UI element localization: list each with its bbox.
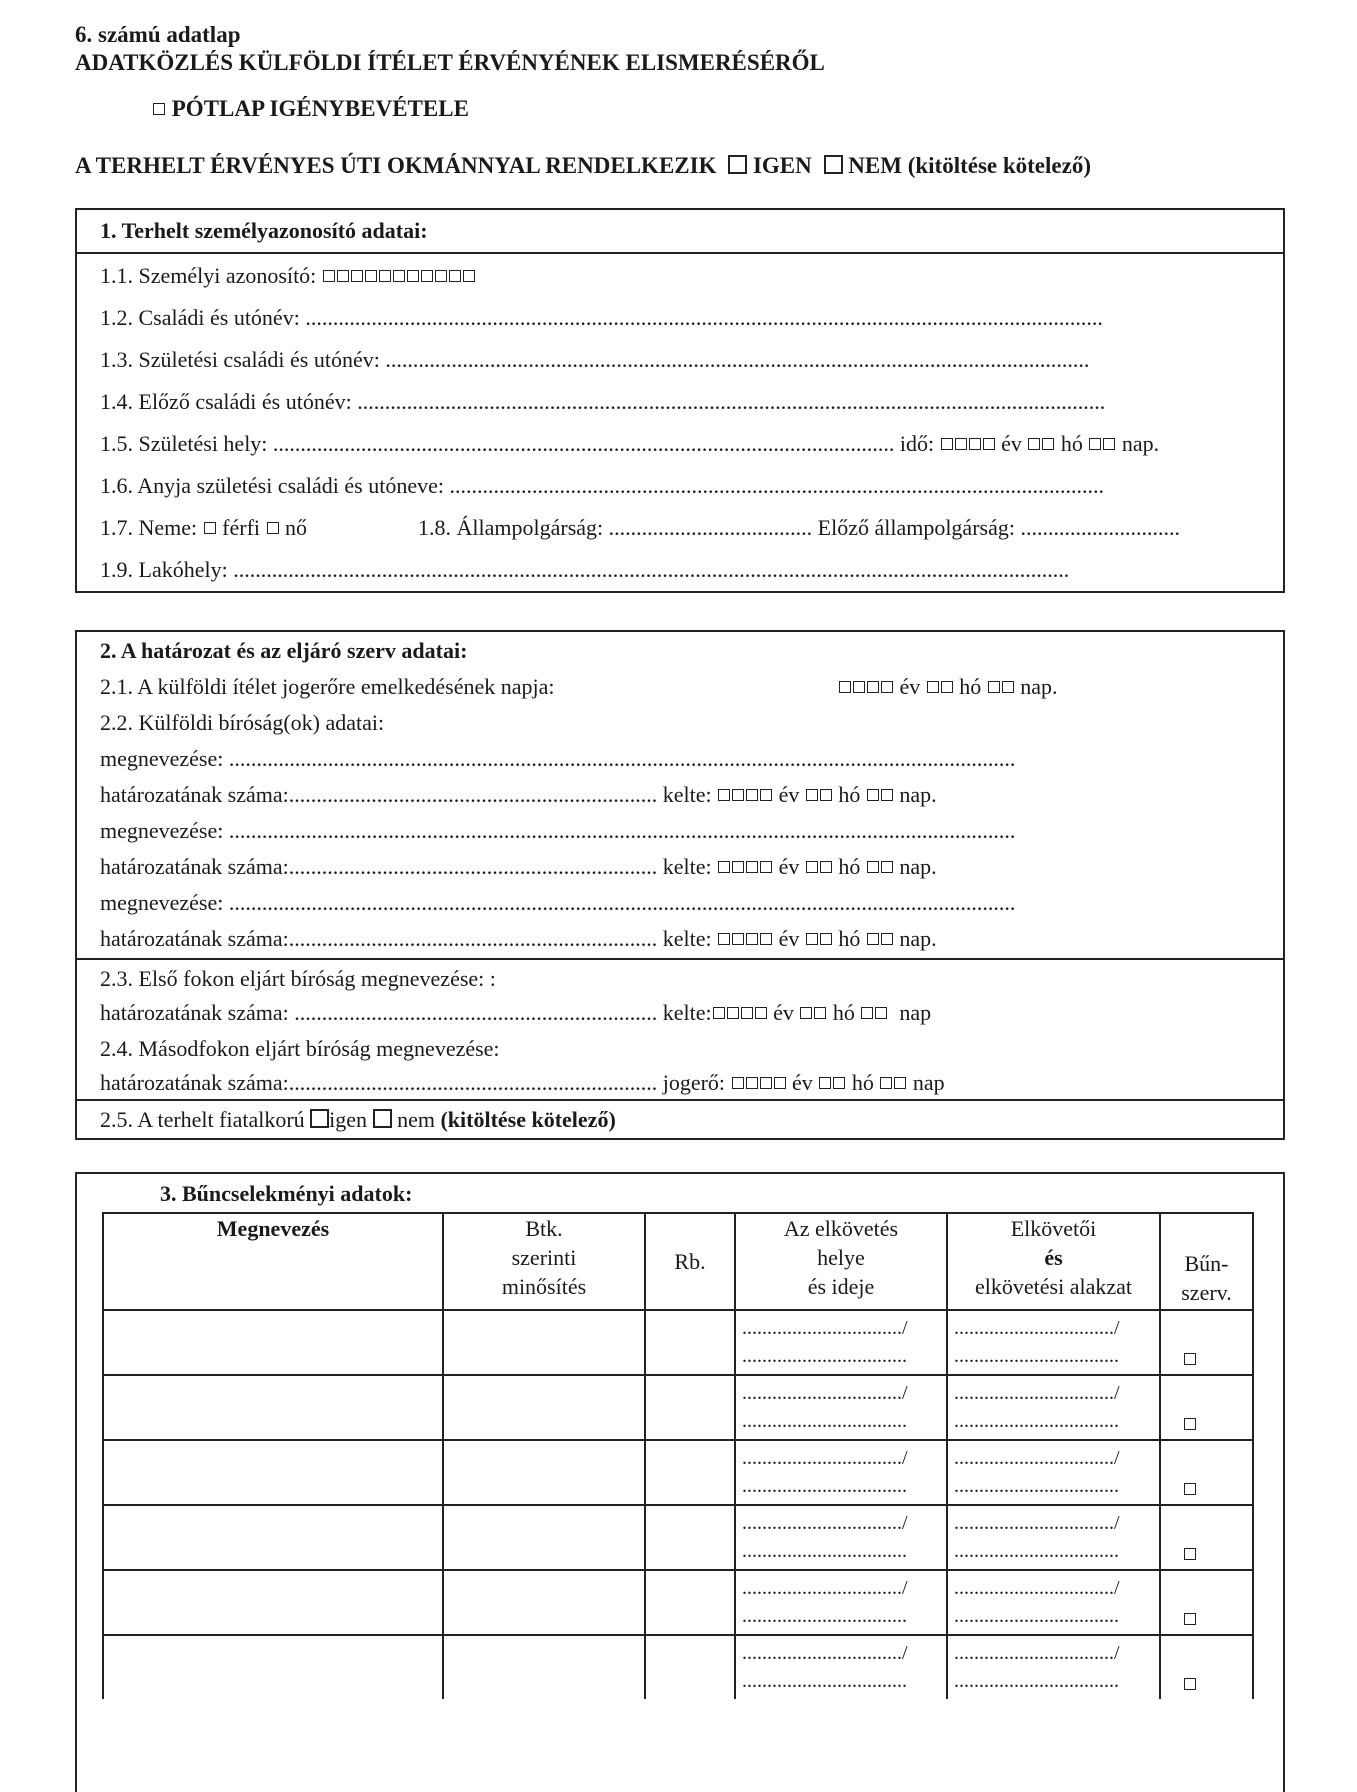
previous-name-input[interactable]: ........................................................................................................................................	[357, 389, 1106, 414]
unit-label: hó	[851, 1070, 874, 1095]
decision-date-boxes[interactable]	[712, 1000, 768, 1025]
supplement-label: PÓTLAP IGÉNYBEVÉTELE	[171, 96, 469, 121]
second-instance-number	[100, 1070, 945, 1096]
male-checkbox[interactable]	[204, 522, 216, 534]
field-label: jogerő:	[662, 1070, 726, 1095]
court-name-input[interactable]: ...............................................................................................................................................	[228, 890, 1016, 915]
organization-cell	[1160, 1635, 1253, 1699]
field-birth-place	[100, 431, 1159, 457]
organization-checkbox[interactable]	[1184, 1353, 1196, 1365]
unit-label: hó	[1060, 431, 1083, 456]
juvenile-yes-label: igen	[329, 1107, 368, 1132]
unit-label: nap	[912, 1070, 945, 1095]
court-2-number	[100, 854, 937, 880]
table-row	[103, 1505, 1253, 1570]
birth-date-boxes[interactable]	[940, 431, 996, 456]
rb-cell[interactable]	[645, 1375, 735, 1440]
field-label: 1.5. Születési hely:	[100, 431, 268, 456]
offense-name-cell[interactable]	[103, 1635, 443, 1699]
previous-citizenship-input[interactable]: .............................	[1020, 515, 1180, 540]
organization-checkbox[interactable]	[1184, 1613, 1196, 1625]
birth-month-boxes[interactable]	[1027, 431, 1055, 456]
field-citizenship	[418, 515, 1180, 541]
unit-label: év	[778, 782, 800, 807]
organization-cell	[1160, 1375, 1253, 1440]
qualification-cell[interactable]	[443, 1570, 645, 1635]
col-name-header: Megnevezés	[103, 1213, 443, 1310]
unit-label: év	[1001, 431, 1022, 456]
female-label: nő	[285, 515, 308, 540]
offense-name-cell[interactable]	[103, 1570, 443, 1635]
section-3-title: 3. Bűncselekményi adatok:	[160, 1181, 413, 1206]
field-label: határozatának száma:	[100, 854, 289, 879]
field-label: kelte:	[662, 1000, 712, 1025]
travel-doc-no-checkbox[interactable]	[824, 155, 843, 174]
decision-number-input[interactable]: ..................................................................	[294, 1000, 658, 1025]
unit-label: nap	[899, 1000, 932, 1025]
field-label: kelte:	[662, 782, 712, 807]
travel-document-row	[75, 153, 1091, 179]
court-name-input[interactable]: ...............................................................................................................................................	[228, 746, 1016, 771]
birth-day-boxes[interactable]	[1088, 431, 1116, 456]
rb-cell[interactable]	[645, 1310, 735, 1375]
juvenile-no-label: nem	[397, 1107, 435, 1132]
field-label: kelte:	[662, 926, 712, 951]
rb-cell[interactable]	[645, 1570, 735, 1635]
unit-label: hó	[838, 854, 861, 879]
offense-name-cell[interactable]	[103, 1505, 443, 1570]
qualification-cell[interactable]	[443, 1310, 645, 1375]
field-label: 1.6. Anyja születési családi és utóneve:	[100, 473, 444, 498]
field-label: határozatának száma:	[100, 782, 289, 807]
field-foreign-courts: 2.2. Külföldi bíróság(ok) adatai:	[100, 710, 385, 735]
field-final-date-value[interactable]	[838, 674, 1058, 700]
field-label: 1.7. Neme:	[100, 515, 198, 540]
unit-label: év	[899, 674, 921, 699]
travel-doc-yes-label: IGEN	[752, 153, 812, 178]
personal-id-boxes[interactable]	[322, 263, 476, 288]
field-label: 2.5. A terhelt fiatalkorú	[100, 1107, 305, 1132]
col-rb-header: Rb.	[645, 1213, 735, 1310]
travel-document-label: A TERHELT ÉRVÉNYES ÚTI OKMÁNNYAL RENDELKEZIK	[75, 153, 717, 178]
unit-label: hó	[959, 674, 982, 699]
table-row	[103, 1375, 1253, 1440]
field-label: megnevezése:	[100, 818, 224, 843]
section-1-divider	[75, 252, 1285, 254]
offense-table	[102, 1212, 1254, 1699]
unit-label: nap.	[899, 782, 937, 807]
unit-label: nap.	[1121, 431, 1160, 456]
male-label: férfi	[222, 515, 261, 540]
juvenile-no-checkbox[interactable]	[373, 1109, 392, 1128]
field-label: idő:	[899, 431, 935, 456]
field-name	[100, 305, 1103, 331]
juvenile-note: (kitöltése kötelező)	[440, 1107, 616, 1132]
field-birth-name	[100, 347, 1089, 373]
juvenile-yes-checkbox[interactable]	[310, 1109, 329, 1128]
section-2-divider-2	[75, 1099, 1285, 1101]
organization-cell	[1160, 1570, 1253, 1635]
rb-cell[interactable]	[645, 1635, 735, 1699]
decision-date-boxes[interactable]	[717, 782, 773, 807]
birth-place-input[interactable]: .................................................................................................................	[272, 431, 895, 456]
travel-doc-note: (kitöltése kötelező)	[907, 153, 1091, 178]
col-place-time-header: Az elkövetés helye és ideje	[735, 1213, 947, 1310]
table-row	[103, 1310, 1253, 1375]
field-label: határozatának száma:	[100, 1000, 289, 1025]
place-time-cell[interactable]: ................................/ .................................	[735, 1505, 947, 1570]
offense-name-cell[interactable]	[103, 1375, 443, 1440]
perpetrator-cell[interactable]: ................................/ .................................	[947, 1505, 1160, 1570]
decision-number-input[interactable]: ...................................................................	[288, 782, 658, 807]
field-label: 1.2. Családi és utónév:	[100, 305, 300, 330]
col-perpetrator-header: Elkövetői és elkövetési alakzat	[947, 1213, 1160, 1310]
unit-label: nap.	[1020, 674, 1058, 699]
court-2-name	[100, 818, 1015, 844]
field-sex	[100, 515, 307, 541]
field-second-instance-court: 2.4. Másodfokon eljárt bíróság megnevezése:	[100, 1036, 500, 1061]
unit-label: hó	[832, 1000, 855, 1025]
final-date-boxes[interactable]	[731, 1070, 787, 1095]
court-1-name	[100, 746, 1015, 772]
field-label: megnevezése:	[100, 746, 224, 771]
place-time-cell[interactable]: ................................/ .................................	[735, 1375, 947, 1440]
section-2-divider-1	[75, 958, 1285, 960]
place-time-cell[interactable]: ................................/ .................................	[735, 1310, 947, 1375]
perpetrator-cell[interactable]: ................................/ .................................	[947, 1375, 1160, 1440]
section-2-title: 2. A határozat és az eljáró szerv adatai:	[100, 638, 468, 663]
birth-name-input[interactable]: ................................................................................................................................	[385, 347, 1090, 372]
unit-label: év	[778, 926, 800, 951]
offense-name-cell[interactable]	[103, 1310, 443, 1375]
organization-cell	[1160, 1310, 1253, 1375]
qualification-cell[interactable]	[443, 1505, 645, 1570]
unit-label: év	[778, 854, 800, 879]
field-label: 1.9. Lakóhely:	[100, 557, 228, 582]
residence-input[interactable]: ........................................................................................................................................................	[233, 557, 1070, 582]
mother-name-input[interactable]: .......................................................................................................................	[449, 473, 1104, 498]
organization-checkbox[interactable]	[1184, 1483, 1196, 1495]
field-residence	[100, 557, 1069, 583]
unit-label: év	[773, 1000, 794, 1025]
field-first-instance-court: 2.3. Első fokon eljárt bíróság megnevezése: :	[100, 966, 496, 991]
page-title: ADATKÖZLÉS KÜLFÖLDI ÍTÉLET ÉRVÉNYÉNEK ELISMERÉSÉRŐL	[75, 50, 825, 75]
section-1-title: 1. Terhelt személyazonosító adatai:	[100, 218, 428, 243]
field-mother-name	[100, 473, 1104, 499]
decision-date-boxes[interactable]	[717, 926, 773, 951]
perpetrator-cell[interactable]: ................................/ .................................	[947, 1635, 1160, 1699]
decision-number-input[interactable]: ...................................................................	[288, 1070, 658, 1095]
field-label: megnevezése:	[100, 890, 224, 915]
field-label: határozatának száma:	[100, 1070, 289, 1095]
rb-cell[interactable]	[645, 1505, 735, 1570]
unit-label: év	[792, 1070, 813, 1095]
unit-label: nap.	[899, 854, 937, 879]
field-label: 1.8. Állampolgárság:	[418, 515, 604, 540]
citizenship-input[interactable]: .....................................	[608, 515, 813, 540]
place-time-cell[interactable]: ................................/ .................................	[735, 1440, 947, 1505]
field-label: kelte:	[662, 854, 712, 879]
decision-number-input[interactable]: ...................................................................	[288, 854, 658, 879]
perpetrator-cell[interactable]: ................................/ .................................	[947, 1440, 1160, 1505]
field-final-date-label: 2.1. A külföldi ítélet jogerőre emelkedésének napja:	[100, 674, 555, 699]
field-label: 1.4. Előző családi és utónév:	[100, 389, 352, 414]
place-time-cell[interactable]: ................................/ .................................	[735, 1635, 947, 1699]
field-personal-id	[100, 263, 476, 289]
supplement-checkbox[interactable]	[153, 103, 165, 115]
field-label: Előző állampolgárság:	[817, 515, 1015, 540]
organization-checkbox[interactable]	[1184, 1678, 1196, 1690]
rb-cell[interactable]	[645, 1440, 735, 1505]
court-1-number	[100, 782, 937, 808]
section-2-box	[75, 630, 1285, 1140]
qualification-cell[interactable]	[443, 1375, 645, 1440]
place-time-cell[interactable]: ................................/ .................................	[735, 1570, 947, 1635]
col-qualification-header: Btk. szerinti minősítés	[443, 1213, 645, 1310]
name-input[interactable]: .................................................................................................................................................	[305, 305, 1103, 330]
table-row	[103, 1440, 1253, 1505]
perpetrator-cell[interactable]: ................................/ .................................	[947, 1570, 1160, 1635]
organization-checkbox[interactable]	[1184, 1548, 1196, 1560]
court-3-name	[100, 890, 1015, 916]
offense-name-cell[interactable]	[103, 1440, 443, 1505]
table-header-row	[103, 1213, 1253, 1310]
table-row	[103, 1635, 1253, 1699]
organization-checkbox[interactable]	[1184, 1418, 1196, 1430]
perpetrator-cell[interactable]: ................................/ .................................	[947, 1310, 1160, 1375]
field-label: 1.1. Személyi azonosító:	[100, 263, 317, 288]
qualification-cell[interactable]	[443, 1635, 645, 1699]
supplement-row	[152, 96, 469, 122]
field-label: 1.3. Születési családi és utónév:	[100, 347, 380, 372]
decision-number-input[interactable]: ...................................................................	[288, 926, 658, 951]
field-previous-name	[100, 389, 1105, 415]
unit-label: nap.	[899, 926, 937, 951]
form-number: 6. számú adatlap	[75, 22, 241, 47]
col-organization-header: Bűn- szerv.	[1160, 1213, 1253, 1310]
table-row	[103, 1570, 1253, 1635]
court-name-input[interactable]: ...............................................................................................................................................	[228, 818, 1016, 843]
unit-label: hó	[838, 926, 861, 951]
travel-doc-no-label: NEM	[848, 153, 902, 178]
first-instance-number	[100, 1000, 931, 1026]
organization-cell	[1160, 1505, 1253, 1570]
qualification-cell[interactable]	[443, 1440, 645, 1505]
organization-cell	[1160, 1440, 1253, 1505]
travel-doc-yes-checkbox[interactable]	[728, 155, 747, 174]
female-checkbox[interactable]	[267, 522, 279, 534]
unit-label: hó	[838, 782, 861, 807]
field-label: határozatának száma:	[100, 926, 289, 951]
court-3-number	[100, 926, 937, 952]
decision-date-boxes[interactable]	[717, 854, 773, 879]
field-juvenile	[100, 1107, 616, 1133]
